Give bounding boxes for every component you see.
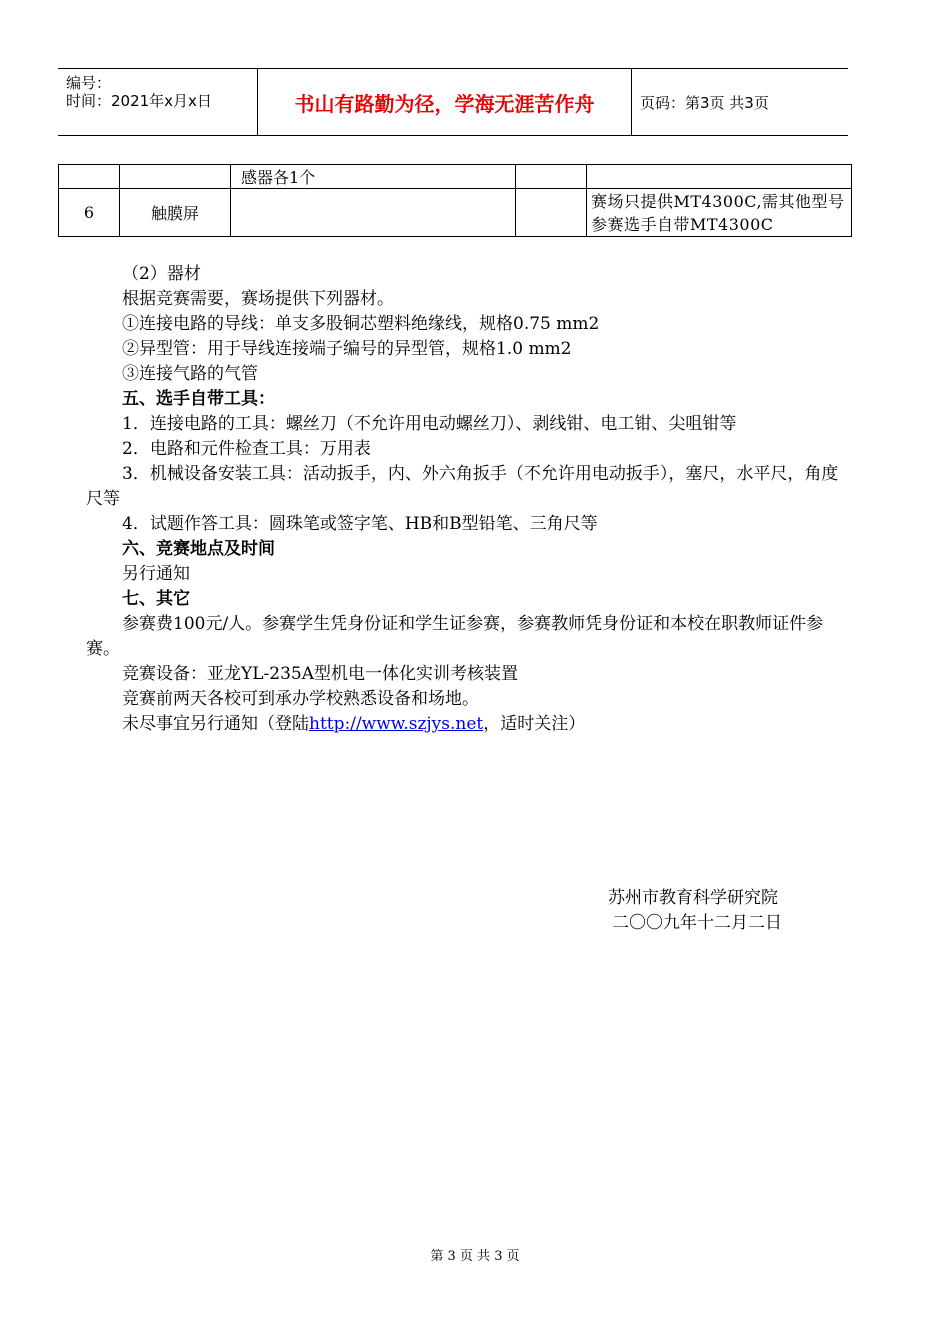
paragraph: 参赛费100元/人。参赛学生凭身份证和学生证参赛，参赛教师凭身份证和本校在职教师证件参赛。 [86,614,824,659]
page-header [58,68,848,136]
table-cell-name: 触膜屏 [120,189,231,237]
table-row [59,189,852,237]
section-heading: 六、竞赛地点及时间 [122,539,275,559]
paragraph [86,712,846,737]
header-time: 时间：2021年x月x日 [66,92,212,110]
paragraph: 竞赛前两天各校可到承办学校熟悉设备和场地。 [122,689,479,709]
paragraph-text: 未尽事宜另行通知（登陆 [122,714,309,734]
signature-org: 苏州市教育科学研究院 [608,888,778,908]
table-cell: 感器各1个 [231,165,516,189]
header-motto-cell [258,69,632,135]
paragraph: 4．试题作答工具：圆珠笔或签字笔、HB和B型铅笔、三角尺等 [122,514,598,534]
header-meta [58,69,258,135]
table-cell [231,189,516,237]
header-number: 编号： [66,74,112,92]
table-cell [516,165,587,189]
document-body [86,262,846,737]
header-page: 页码：第3页 共3页 [640,93,769,112]
table-cell [120,165,231,189]
paragraph: ③连接气路的气管 [122,364,258,384]
paragraph: 根据竞赛需要，赛场提供下列器材。 [122,289,394,309]
equipment-table [58,164,852,237]
website-link[interactable]: http://www.szjys.net [309,714,484,734]
signature-date: 二〇〇九年十二月二日 [612,913,782,933]
paragraph: ②异型管：用于导线连接端子编号的异型管，规格1.0 mm2 [122,339,572,359]
table-cell-note: 赛场只提供MT4300C,需其他型号参赛选手自带MT4300C [587,189,852,237]
table-row [59,165,852,189]
paragraph: ①连接电路的导线：单支多股铜芯塑料绝缘线，规格0.75 mm2 [122,314,600,334]
paragraph: 竞赛设备：亚龙YL-235A型机电一体化实训考核装置 [122,664,518,684]
paragraph: 另行通知 [122,564,190,584]
table-cell-no: 6 [59,189,120,237]
paragraph: （2）器材 [122,264,201,284]
section-heading: 七、其它 [122,589,190,609]
page-footer: 第 3 页 共 3 页 [430,1249,520,1264]
paragraph: 2．电路和元件检查工具：万用表 [122,439,371,459]
section-heading: 五、选手自带工具： [122,389,275,409]
header-motto: 书山有路勤为径，学海无涯苦作舟 [294,91,595,116]
table-cell [516,189,587,237]
paragraph: 1．连接电路的工具：螺丝刀（不允许用电动螺丝刀）、剥线钳、电工钳、尖咀钳等 [122,414,737,434]
paragraph-text: ，适时关注） [483,714,586,734]
signature-block [608,886,782,936]
table-cell [59,165,120,189]
table-cell [587,165,852,189]
paragraph: 3．机械设备安装工具：活动扳手，内、外六角扳手（不允许用电动扳手），塞尺，水平尺，角度尺等 [86,464,839,509]
